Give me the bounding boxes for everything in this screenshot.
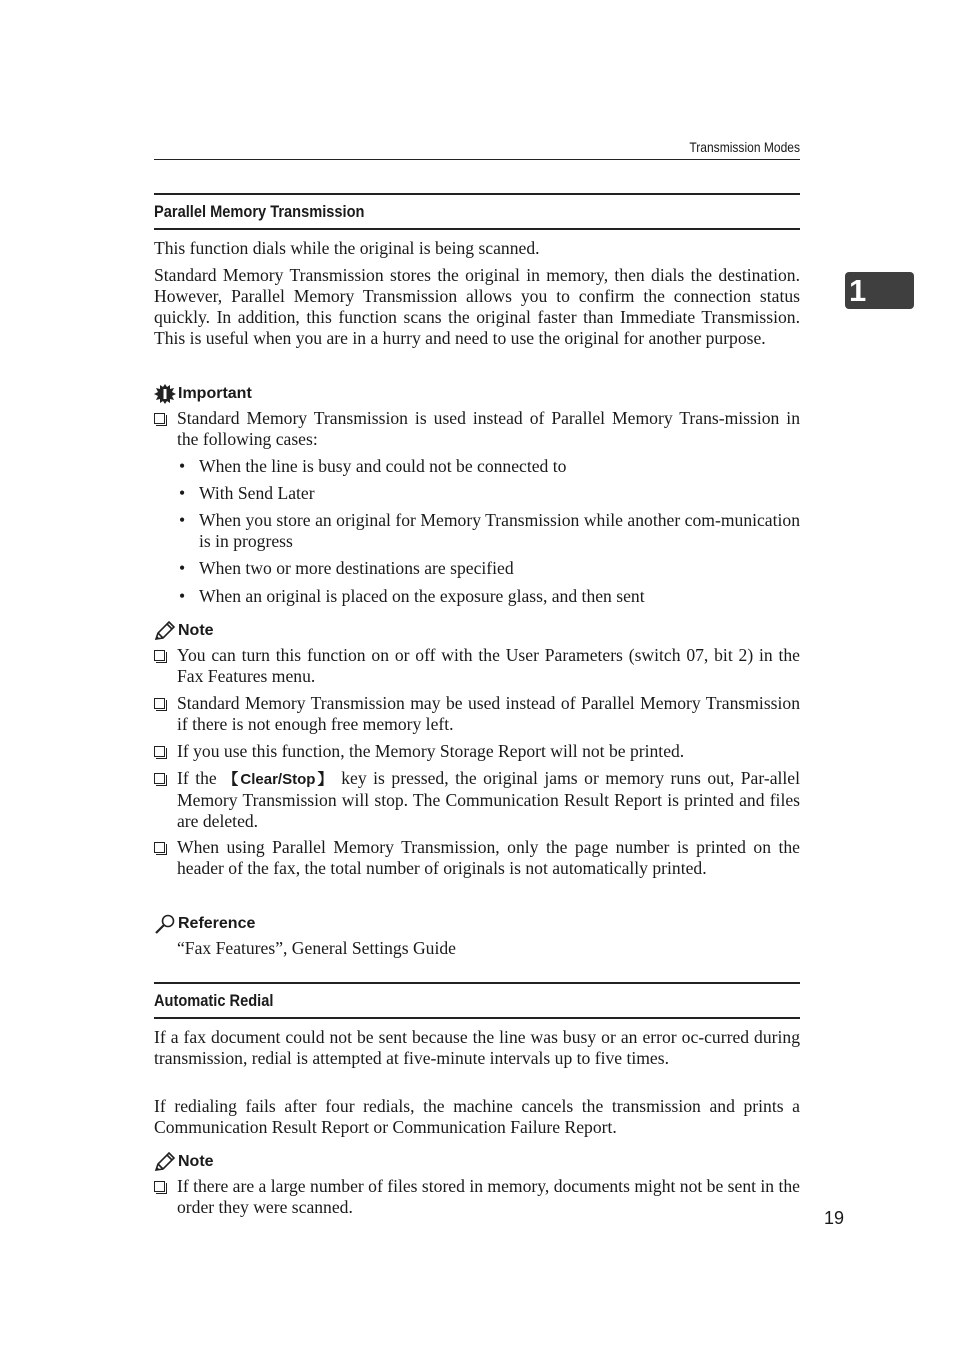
section-heading-text: Parallel Memory Transmission [154, 202, 365, 221]
running-header: Transmission Modes [689, 139, 800, 155]
pencil-icon [154, 1152, 176, 1172]
section-heading-text: Automatic Redial [154, 991, 274, 1010]
note-item: If the 【Clear/Stop】 key is pressed, the original jams or memory runs out, Par-allel Memory Transmission will stop. The Communication Result Report is printed and files are deleted. [154, 768, 800, 832]
checkbox-icon [154, 773, 165, 784]
chapter-thumb-tab [845, 272, 914, 309]
checkbox-icon [154, 842, 165, 853]
checkbox-icon [154, 650, 165, 661]
bullet-icon: • [179, 483, 186, 503]
bullet-icon: • [179, 586, 186, 606]
note-label-text: Note [178, 622, 214, 639]
chapter-number: 1 [849, 273, 867, 308]
note-label-text: Note [178, 1153, 214, 1170]
reference-text: “Fax Features”, General Settings Guide [177, 938, 456, 958]
bullet-item: • When you store an original for Memory Transmission while another com-munication is in progress [179, 510, 800, 551]
bullet-item: • With Send Later [179, 483, 315, 503]
header-rule [154, 159, 800, 160]
note-item: If there are a large number of files stored in memory, documents might not be sent in the order they were scanned. [154, 1176, 800, 1218]
checkbox-icon [154, 746, 165, 757]
paragraph: Standard Memory Transmission stores the original in memory, then dials the destination. However, Parallel Memory Transmission allows you to confirm the connection status quickly. In addition, this function scans the original faster than Immediate Transmission. This is useful when you are in a hurry and need to use the original for another purpose. [154, 265, 800, 348]
note-label [154, 1152, 214, 1172]
bullet-item: • When the line is busy and could not be connected to [179, 456, 567, 476]
note-item: You can turn this function on or off with the User Parameters (switch 07, bit 2) in the Fax Features menu. [154, 645, 800, 687]
note-item: Standard Memory Transmission may be used instead of Parallel Memory Transmission if there is not enough free memory left. [154, 693, 800, 735]
bullet-item: • When an original is placed on the exposure glass, and then sent [179, 586, 645, 606]
magnifier-icon [154, 914, 176, 934]
important-label [154, 384, 252, 404]
reference-label-text: Reference [178, 915, 256, 932]
important-label-text: Important [178, 385, 252, 402]
clear-stop-key-label: 【Clear/Stop】 [223, 771, 335, 788]
bullet-item: • When two or more destinations are specified [179, 558, 514, 578]
note-item: When using Parallel Memory Transmission, only the page number is printed on the header of the fax, the total number of originals is not automatically printed. [154, 837, 800, 879]
paragraph: If a fax document could not be sent because the line was busy or an error oc-curred during transmission, redial is attempted at five-minute intervals up to five times. [154, 1027, 800, 1068]
checkbox-icon [154, 1181, 165, 1192]
paragraph: This function dials while the original is being scanned. [154, 238, 540, 258]
checkbox-icon [154, 698, 165, 709]
section-heading-automatic-redial [154, 982, 800, 1019]
note-item: If you use this function, the Memory Storage Report will not be printed. [154, 741, 800, 762]
important-icon [154, 384, 176, 404]
important-item: Standard Memory Transmission is used instead of Parallel Memory Trans-mission in the following cases: [154, 408, 800, 450]
checkbox-icon [154, 413, 165, 424]
section-heading-parallel-memory [154, 193, 800, 230]
note-label [154, 621, 214, 641]
pencil-icon [154, 621, 176, 641]
bullet-icon: • [179, 558, 186, 578]
reference-label [154, 914, 255, 934]
page-number: 19 [824, 1208, 845, 1228]
bullet-icon: • [179, 510, 186, 530]
bullet-icon: • [179, 456, 186, 476]
paragraph: If redialing fails after four redials, the machine cancels the transmission and prints a Communication Result Report or Communication Failure Report. [154, 1096, 800, 1137]
